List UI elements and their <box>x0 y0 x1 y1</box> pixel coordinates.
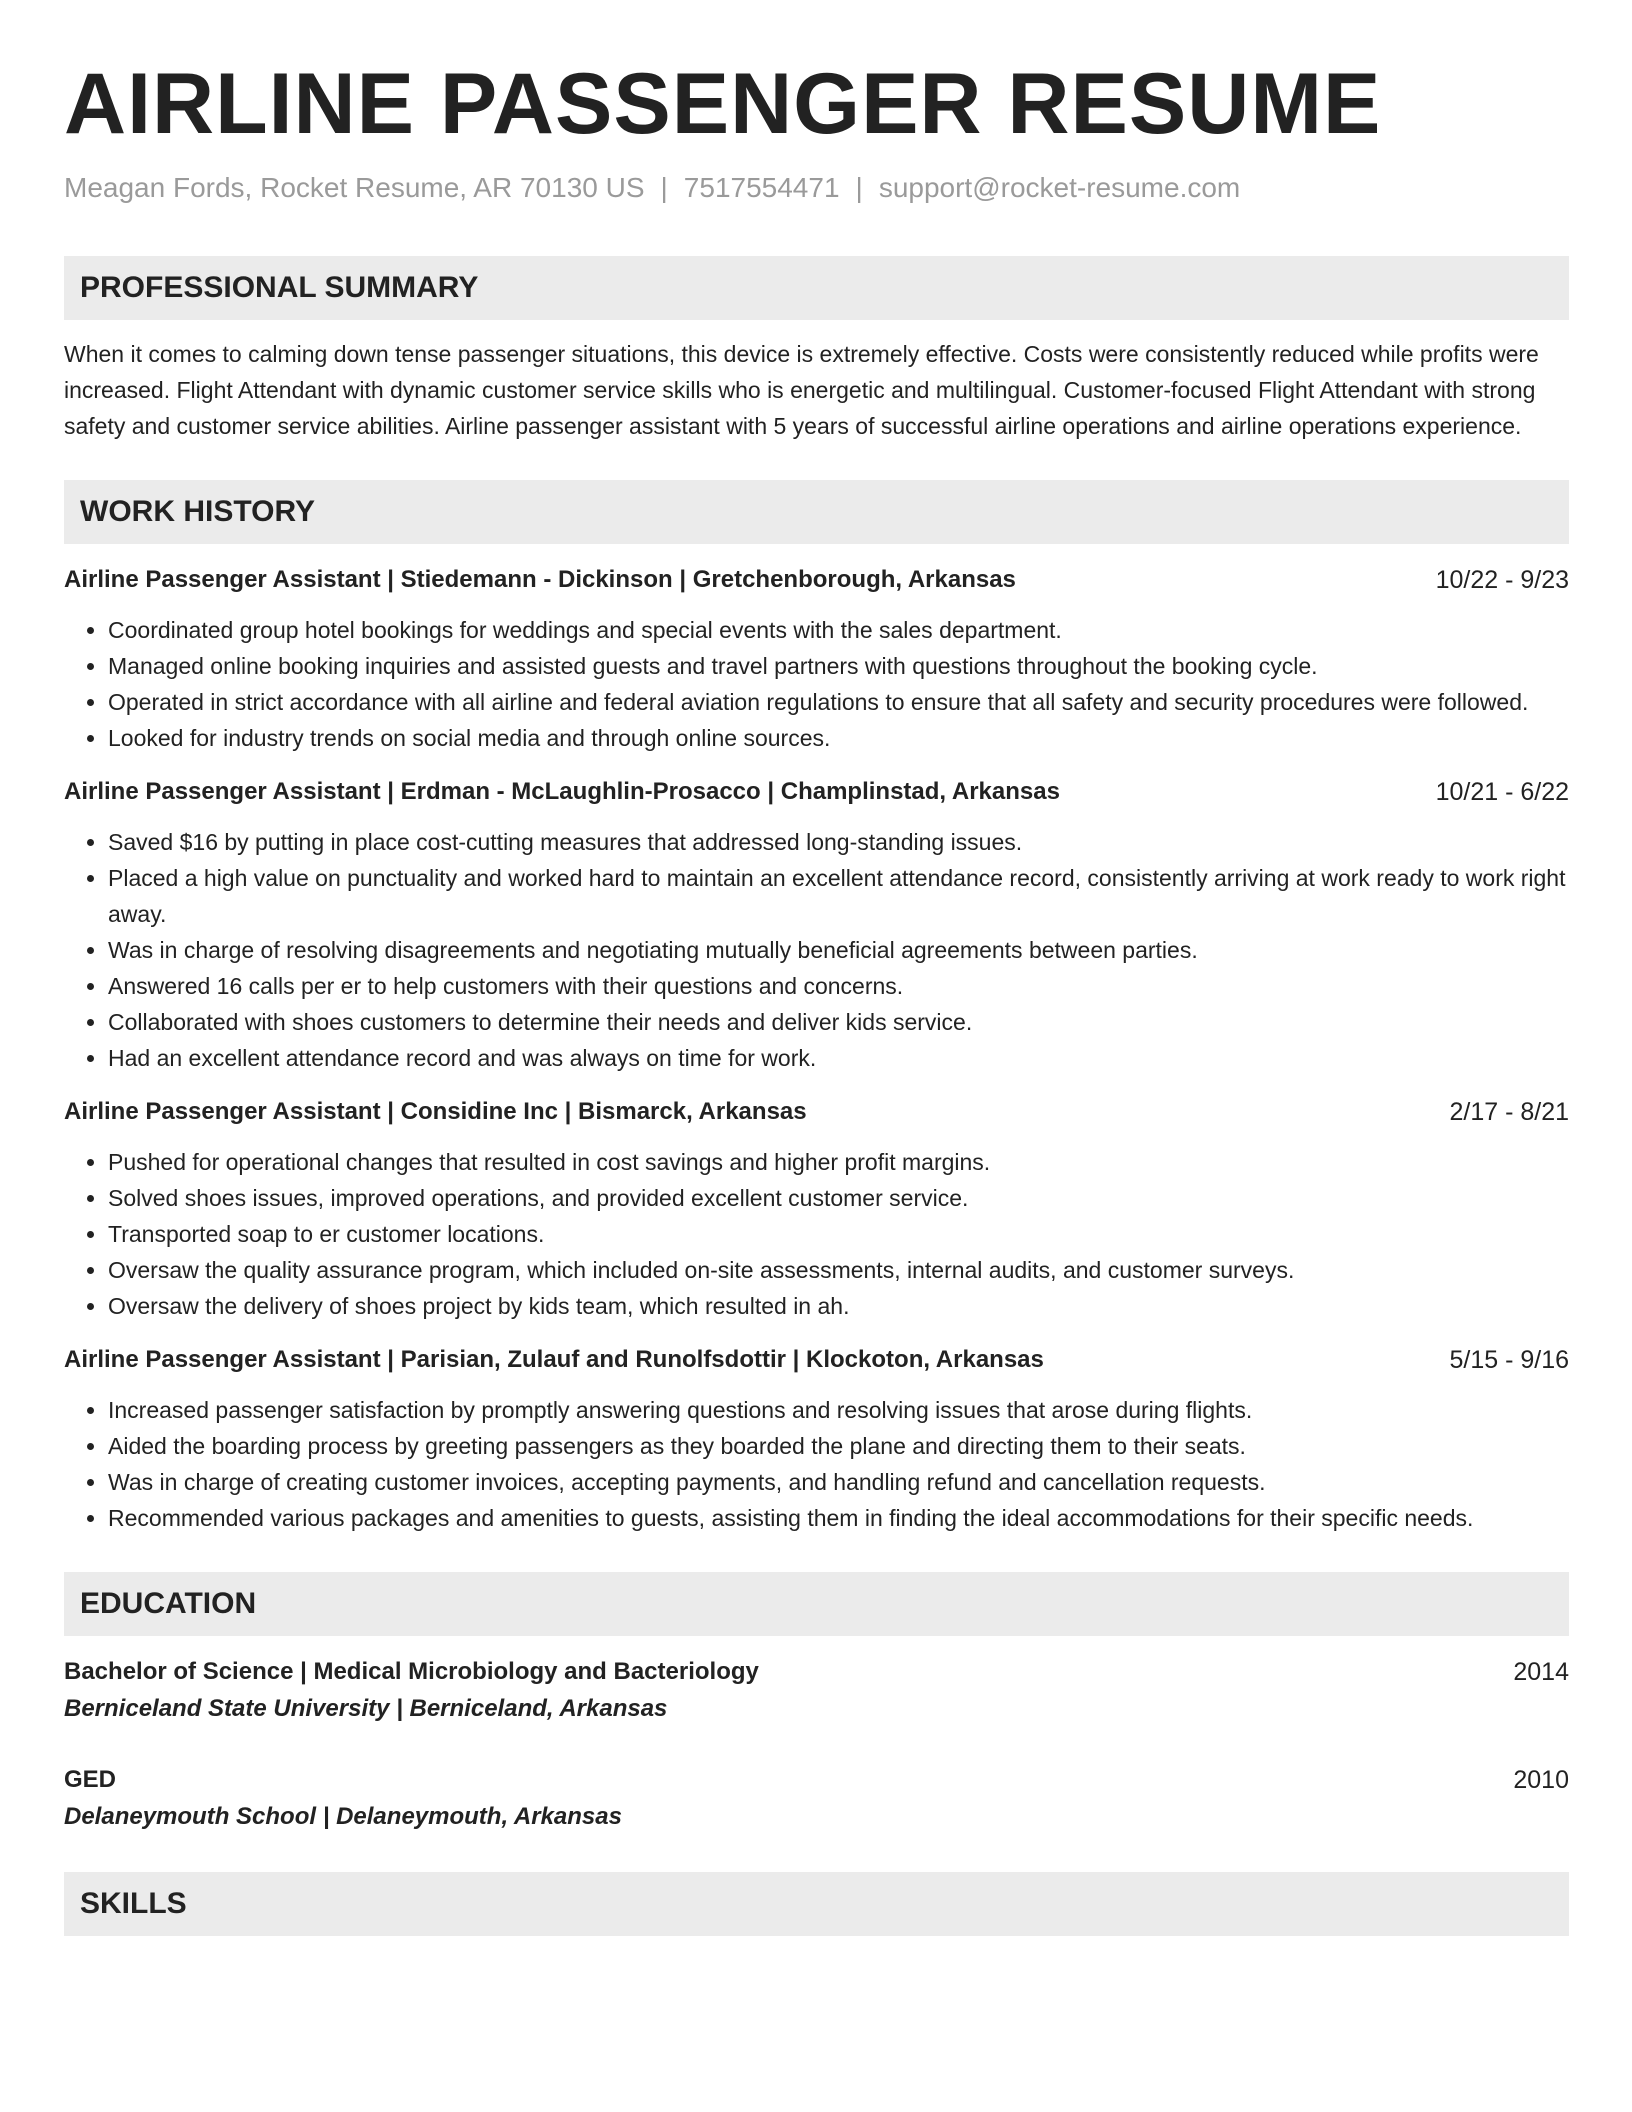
education-year: 2014 <box>1513 1658 1569 1686</box>
education-entry <box>64 1762 1569 1836</box>
job-bullet: • Saved $16 by putting in place cost-cutting measures that addressed long-standing issues. <box>108 824 1569 860</box>
resume-page <box>64 56 1569 1936</box>
job-bullet: • Aided the boarding process by greeting passengers as they boarded the plane and directing them to their seats. <box>108 1428 1569 1464</box>
section-heading-summary: PROFESSIONAL SUMMARY <box>64 256 1569 320</box>
job-bullet: • Managed online booking inquiries and assisted guests and travel partners with questions throughout the booking cycle. <box>108 648 1569 684</box>
job-bullet: • Oversaw the quality assurance program, which included on-site assessments, internal audits, and customer surveys. <box>108 1252 1569 1288</box>
education-degree: GED <box>64 1766 117 1793</box>
job-entry <box>64 1342 1569 1536</box>
job-bullet: • Operated in strict accordance with all airline and federal aviation regulations to ensure that all safety and security procedures were followed. <box>108 684 1569 720</box>
job-bullet: • Coordinated group hotel bookings for weddings and special events with the sales department. <box>108 612 1569 648</box>
job-bullet: • Was in charge of resolving disagreements and negotiating mutually beneficial agreements between parties. <box>108 932 1569 968</box>
section-heading-skills: SKILLS <box>64 1872 1569 1936</box>
education-entry <box>64 1654 1569 1728</box>
job-title: Airline Passenger Assistant | Considine Inc | Bismarck, Arkansas <box>64 1098 807 1125</box>
job-title: Airline Passenger Assistant | Parisian, Zulauf and Runolfsdottir | Klockoton, Arkansas <box>64 1346 1044 1373</box>
section-heading-education: EDUCATION <box>64 1572 1569 1636</box>
contact-line <box>64 170 1569 206</box>
education-school: Berniceland State University | Berniceland, Arkansas <box>64 1695 668 1722</box>
education-school: Delaneymouth School | Delaneymouth, Arkansas <box>64 1803 622 1830</box>
education-header <box>64 1762 1569 1798</box>
job-title: Airline Passenger Assistant | Erdman - McLaughlin-Prosacco | Champlinstad, Arkansas <box>64 778 1060 805</box>
job-bullet: • Placed a high value on punctuality and worked hard to maintain an excellent attendance record, consistently arriving at work ready to work right away. <box>108 860 1569 932</box>
job-bullet: • Was in charge of creating customer invoices, accepting payments, and handling refund and cancellation requests. <box>108 1464 1569 1500</box>
contact-email: support@rocket-resume.com <box>878 172 1241 203</box>
contact-phone: 7517554471 <box>683 172 840 203</box>
contact-separator: | <box>855 172 863 203</box>
job-bullet: • Pushed for operational changes that resulted in cost savings and higher profit margins. <box>108 1144 1569 1180</box>
page-title: AIRLINE PASSENGER RESUME <box>64 56 1382 152</box>
work-history-list <box>64 562 1569 1536</box>
education-header <box>64 1654 1569 1690</box>
job-bullet: • Oversaw the delivery of shoes project by kids team, which resulted in ah. <box>108 1288 1569 1324</box>
job-bullet: • Transported soap to er customer locations. <box>108 1216 1569 1252</box>
job-header <box>64 774 1569 810</box>
job-bullet: • Looked for industry trends on social media and through online sources. <box>108 720 1569 756</box>
section-heading-work-history: WORK HISTORY <box>64 480 1569 544</box>
summary-text: When it comes to calming down tense passenger situations, this device is extremely effective. Costs were consistently reduced while profits were increased. Flight Attendant with dynamic customer service skills who is energetic and multilingual. Customer-focused Flight Attendant with strong safety and customer service abilities. Airline passenger assistant with 5 years of successful airline operations and airline operations experience. <box>64 341 1539 439</box>
job-entry <box>64 774 1569 1076</box>
contact-separator: | <box>660 172 668 203</box>
job-bullet-list <box>64 1392 1569 1536</box>
job-title: Airline Passenger Assistant | Stiedemann - Dickinson | Gretchenborough, Arkansas <box>64 566 1016 593</box>
job-bullet: • Solved shoes issues, improved operations, and provided excellent customer service. <box>108 1180 1569 1216</box>
contact-address: Meagan Fords, Rocket Resume, AR 70130 US <box>64 172 645 203</box>
job-entry <box>64 1094 1569 1324</box>
job-dates: 2/17 - 8/21 <box>1449 1098 1569 1126</box>
education-list <box>64 1654 1569 1836</box>
job-bullet: • Answered 16 calls per er to help customers with their questions and concerns. <box>108 968 1569 1004</box>
job-bullet-list <box>64 612 1569 756</box>
job-dates: 10/22 - 9/23 <box>1435 566 1569 594</box>
job-bullet-list <box>64 1144 1569 1324</box>
job-dates: 10/21 - 6/22 <box>1435 778 1569 806</box>
job-bullet: • Recommended various packages and amenities to guests, assisting them in finding the ideal accommodations for their specific needs. <box>108 1500 1569 1536</box>
job-bullet: • Collaborated with shoes customers to determine their needs and deliver kids service. <box>108 1004 1569 1040</box>
job-bullet: • Increased passenger satisfaction by promptly answering questions and resolving issues that arose during flights. <box>108 1392 1569 1428</box>
job-dates: 5/15 - 9/16 <box>1449 1346 1569 1374</box>
job-header <box>64 1094 1569 1130</box>
job-header <box>64 1342 1569 1378</box>
education-degree: Bachelor of Science | Medical Microbiology and Bacteriology <box>64 1658 759 1685</box>
job-bullet: • Had an excellent attendance record and was always on time for work. <box>108 1040 1569 1076</box>
education-year: 2010 <box>1513 1766 1569 1794</box>
job-entry <box>64 562 1569 756</box>
job-header <box>64 562 1569 598</box>
job-bullet-list <box>64 824 1569 1076</box>
